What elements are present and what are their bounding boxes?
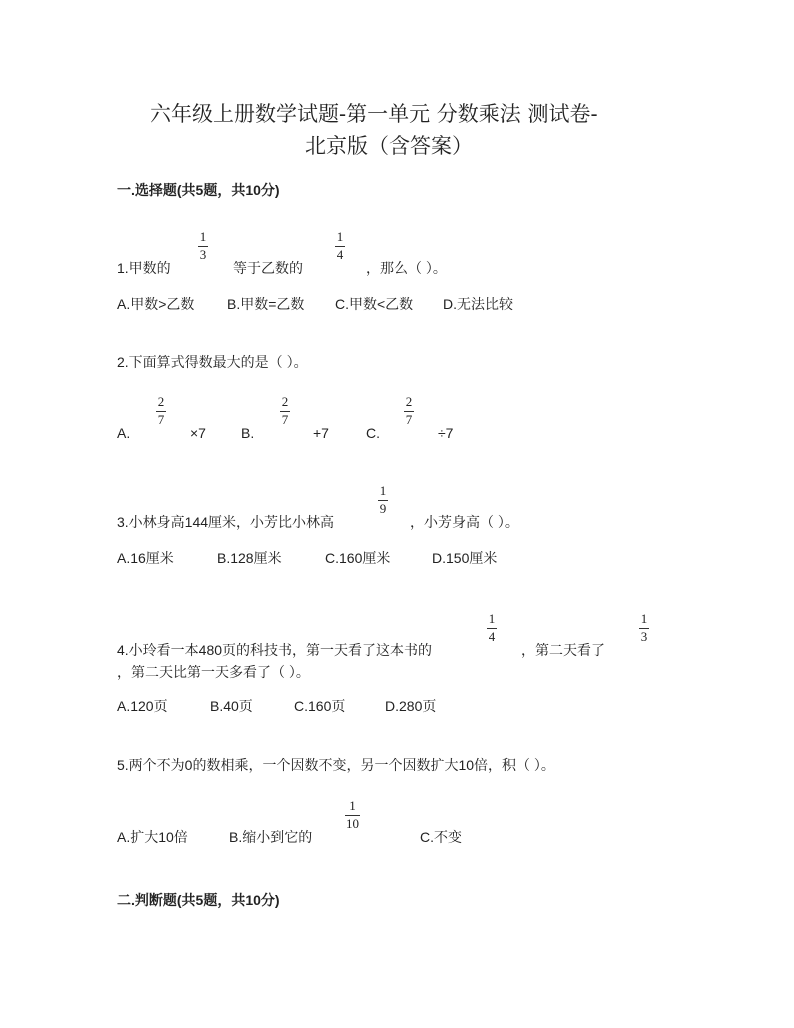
question-1-part2: 等于乙数的 [233,260,303,276]
question-1-part3: ，那么（ ）。 [366,260,447,276]
fraction-denominator: 7 [281,412,289,427]
question-1-fraction-2 [335,230,345,262]
question-2-option-b-operator: +7 [313,425,329,441]
question-3-part1: 3.小林身高144厘米，小芳比小林高 [117,514,335,530]
question-4-fraction-2 [639,612,649,644]
question-2-option-b-fraction [280,395,290,427]
question-4-option-b[interactable]: B.40页 [210,698,253,714]
fraction-numerator: 1 [349,798,356,813]
fraction-denominator: 7 [405,412,413,427]
page-title-line2: 北京版（含答案） [305,134,473,158]
question-3-option-d[interactable]: D.150厘米 [432,550,498,566]
question-4-part1: 4.小玲看一本480页的科技书，第一天看了这本书的 [117,642,433,658]
fraction-denominator: 3 [199,247,207,262]
section-heading-judgement: 二.判断题(共5题，共10分) [117,892,280,908]
question-2-text: 2.下面算式得数最大的是（ ）。 [117,354,308,370]
question-3-option-a[interactable]: A.16厘米 [117,550,174,566]
fraction-numerator: 1 [199,229,207,244]
question-4-part2: ，第二天看了 [521,642,605,658]
fraction-denominator: 9 [379,501,387,516]
question-3-fraction [378,484,388,516]
question-3-option-c[interactable]: C.160厘米 [325,550,391,566]
fraction-numerator: 2 [405,394,413,409]
question-1-option-a[interactable]: A.甲数>乙数 [117,296,195,312]
fraction-denominator: 10 [346,816,359,831]
question-4-option-c[interactable]: C.160页 [294,698,346,714]
page-title-line1: 六年级上册数学试题-第一单元 分数乘法 测试卷- [150,102,598,126]
question-2-option-c-fraction [404,395,414,427]
question-4-option-d[interactable]: D.280页 [385,698,437,714]
question-5-option-a[interactable]: A.扩大10倍 [117,829,188,845]
question-5-option-b-fraction [345,799,360,831]
question-2-option-a-fraction [156,395,166,427]
fraction-denominator: 7 [157,412,165,427]
question-3-part2: ，小芳身高（ ）。 [410,514,519,530]
question-5-text: 5.两个不为0的数相乘，一个因数不变，另一个因数扩大10倍，积（ ）。 [117,757,555,773]
question-4-option-a[interactable]: A.120页 [117,698,168,714]
fraction-denominator: 4 [336,247,344,262]
question-2-option-c-operator: ÷7 [438,425,454,441]
question-4-part3: ，第二天比第一天多看了（ ）。 [117,664,310,680]
fraction-numerator: 2 [157,394,165,409]
question-1-part1: 1.甲数的 [117,260,171,276]
question-2-option-c-label[interactable]: C. [366,425,380,441]
section-heading-choice: 一.选择题(共5题，共10分) [117,182,280,198]
question-5-option-b[interactable]: B.缩小到它的 [229,829,313,845]
question-1-fraction-1 [198,230,208,262]
fraction-numerator: 2 [281,394,289,409]
question-2-option-b-label[interactable]: B. [241,425,255,441]
fraction-numerator: 1 [336,229,344,244]
question-2-option-a-operator: ×7 [190,425,206,441]
question-5-option-c[interactable]: C.不变 [420,829,462,845]
fraction-numerator: 1 [488,611,496,626]
question-1-option-b[interactable]: B.甲数=乙数 [227,296,305,312]
fraction-denominator: 4 [488,629,496,644]
fraction-numerator: 1 [640,611,648,626]
fraction-numerator: 1 [379,483,387,498]
question-2-option-a-label[interactable]: A. [117,425,131,441]
question-4-fraction-1 [487,612,497,644]
question-1-option-c[interactable]: C.甲数<乙数 [335,296,414,312]
fraction-denominator: 3 [640,629,648,644]
question-3-option-b[interactable]: B.128厘米 [217,550,282,566]
question-1-option-d[interactable]: D.无法比较 [443,296,513,312]
